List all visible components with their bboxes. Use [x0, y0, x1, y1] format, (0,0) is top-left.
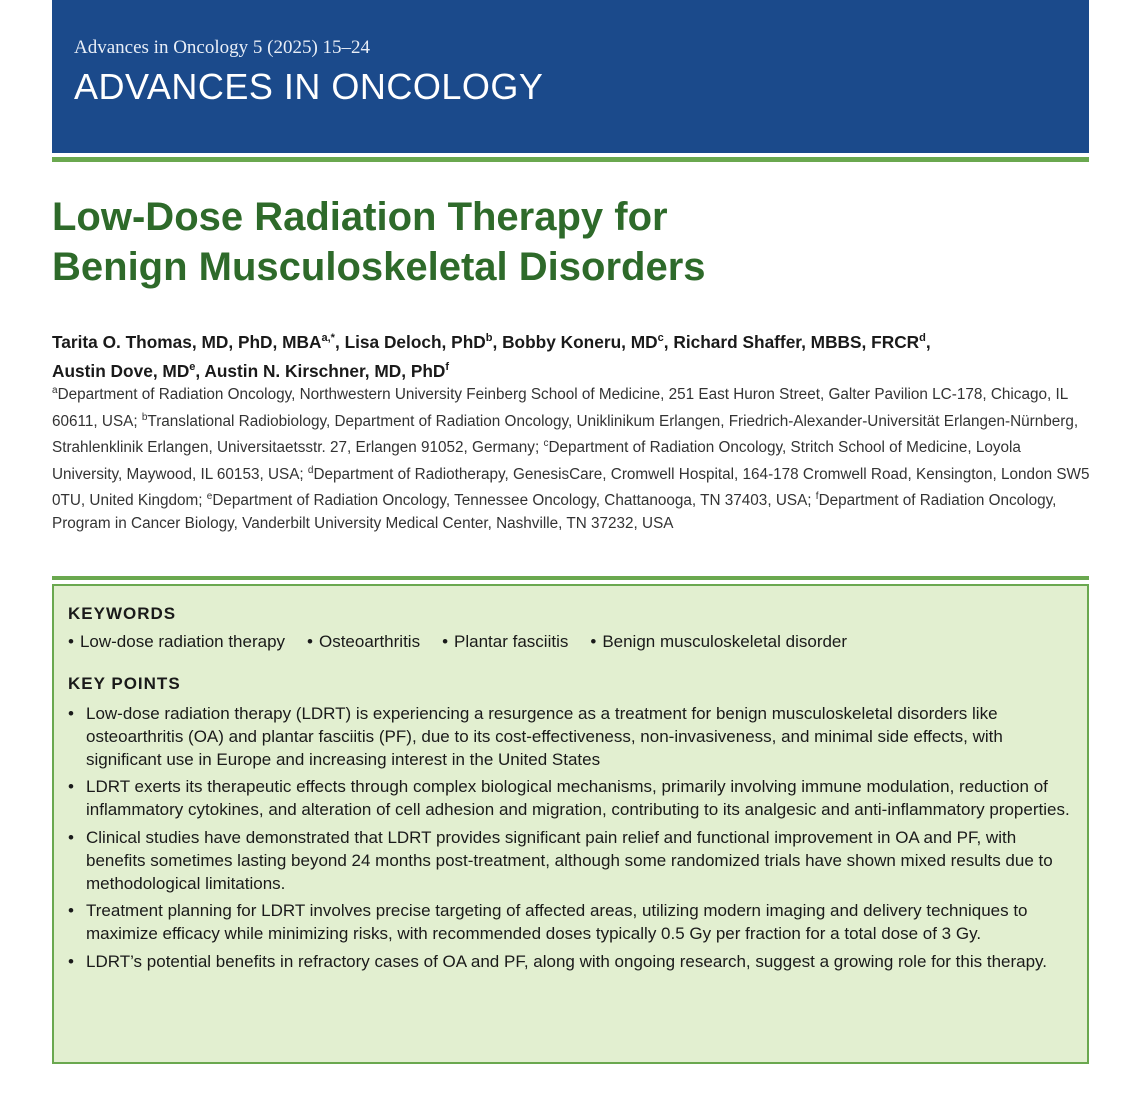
title-line-1: Low-Dose Radiation Therapy for [52, 195, 668, 239]
keywords-list [68, 632, 847, 652]
key-point-item: • Low-dose radiation therapy (LDRT) is experiencing a resurgence as a treatment for benign musculoskeletal disorders like osteoarthritis (OA) and plantar fasciitis (PF), due to its cost-effectiveness, non-invasiveness, and minimal side effects, with significant use in Europe and increasing interest in the United States [68, 703, 1073, 771]
affil-sup: c [543, 438, 549, 450]
author-list: Tarita O. Thomas, MD, PhD, $MBA^{a,*}$, Lisa Deloch, PhD$^b$, Bobby Koneru, $MD^c$, Richard Shaffer, MBBS, FRCR$^d$, Austin Dove, MDe, Austin N. Kirschner, MD, PhD$^f$ [52, 331, 931, 381]
header-divider [52, 157, 1089, 162]
key-point-item: • Treatment planning for LDRT involves precise targeting of affected areas, utilizing modern imaging and delivery techniques to maximize efficacy while minimizing risks, with recommended doses typically 0.5 Gy per fraction for a total dose of 3 Gy. [68, 900, 1073, 946]
author-name: Bobby Koneru, MD [502, 331, 658, 352]
affil-text: Department of Radiation Oncology, Northwestern University Feinberg School of Medicine, 251 East Huron Street, Galter Pavilion LC-178, Chicago, IL 60611, USA; [52, 386, 1068, 430]
keypoints-divider [52, 576, 1089, 580]
affil-text: Department of Radiation Oncology, Stritch School of Medicine, Loyola University, Maywood, IL 60153, USA; [52, 439, 1021, 483]
journal-citation: Advances in Oncology 5 (2025) 15–24 [74, 37, 371, 58]
affil-sup: b [141, 411, 148, 423]
author-name: Richard Shaffer, MBBS, FRCR [673, 331, 920, 352]
journal-header [52, 0, 1089, 153]
author-sup: c [657, 332, 664, 344]
author-sup: d [919, 332, 926, 344]
affil-sup: a [52, 385, 58, 396]
key-points-list [68, 703, 1073, 979]
author-name: Lisa Deloch, PhD [344, 331, 486, 352]
affil-text: Department of Radiation Oncology, Program in Cancer Biology, Vanderbilt University Medical Center, Nashville, TN 37232, USA [52, 492, 1057, 532]
keypoints-box [52, 584, 1089, 1064]
keyword-item: • Low-dose radiation therapy [68, 632, 285, 652]
author-name: Austin N. Kirschner, MD, PhD [204, 360, 446, 381]
journal-name: ADVANCES IN ONCOLOGY [74, 66, 544, 107]
article-title [52, 192, 1052, 292]
keyword-item: • Osteoarthritis [307, 632, 420, 652]
key-point-item: • LDRT’s potential benefits in refractory cases of OA and PF, along with ongoing research, suggest a growing role for this therapy. [68, 951, 1073, 974]
author-name: Tarita O. Thomas, MD, PhD, MBA [52, 331, 322, 352]
affil-text: Translational Radiobiology, Department of Radiation Oncology, Uniklinikum Erlangen, Friedrich-Alexander-Universität Erlangen-Nürnberg, Strahlenklinik Erlangen, Universitaetsstr. 27, Erlangen 91052, Germany; [52, 412, 1079, 457]
affil-sup: f [815, 491, 819, 503]
author-name: Austin Dove, MD [52, 360, 190, 381]
keyword-item: • Benign musculoskeletal disorder [590, 632, 847, 652]
affiliations [52, 380, 1092, 535]
title-line-2: Benign Musculoskeletal Disorders [52, 245, 706, 289]
key-points-heading: KEY POINTS [68, 674, 181, 693]
affil-text: Department of Radiation Oncology, Tennessee Oncology, Chattanooga, TN 37403, USA; [212, 492, 816, 510]
affil-text: Department of Radiotherapy, GenesisCare, Cromwell Hospital, 164-178 Cromwell Road, Kensington, London SW5 0TU, United Kingdom; [52, 465, 1090, 510]
affil-sup: e [206, 491, 213, 503]
key-point-item: • LDRT exerts its therapeutic effects through complex biological mechanisms, primarily involving immune modulation, reduction of inflammatory cytokines, and alteration of cell adhesion and migration, contributing to its analgesic and anti-inflammatory properties. [68, 776, 1073, 822]
author-sup: f [445, 360, 450, 373]
key-point-item: • Clinical studies have demonstrated that LDRT provides significant pain relief and functional improvement in OA and PF, with benefits sometimes lasting beyond 24 months post-treatment, although some randomized trials have shown mixed results due to methodological limitations. [68, 827, 1073, 895]
keyword-item: • Plantar fasciitis [442, 632, 568, 652]
author-sup: b [485, 332, 493, 344]
affil-sup: d [307, 464, 314, 476]
author-sup: a,* [321, 332, 335, 344]
keywords-heading: KEYWORDS [68, 604, 177, 623]
author-sup: e [189, 360, 196, 373]
